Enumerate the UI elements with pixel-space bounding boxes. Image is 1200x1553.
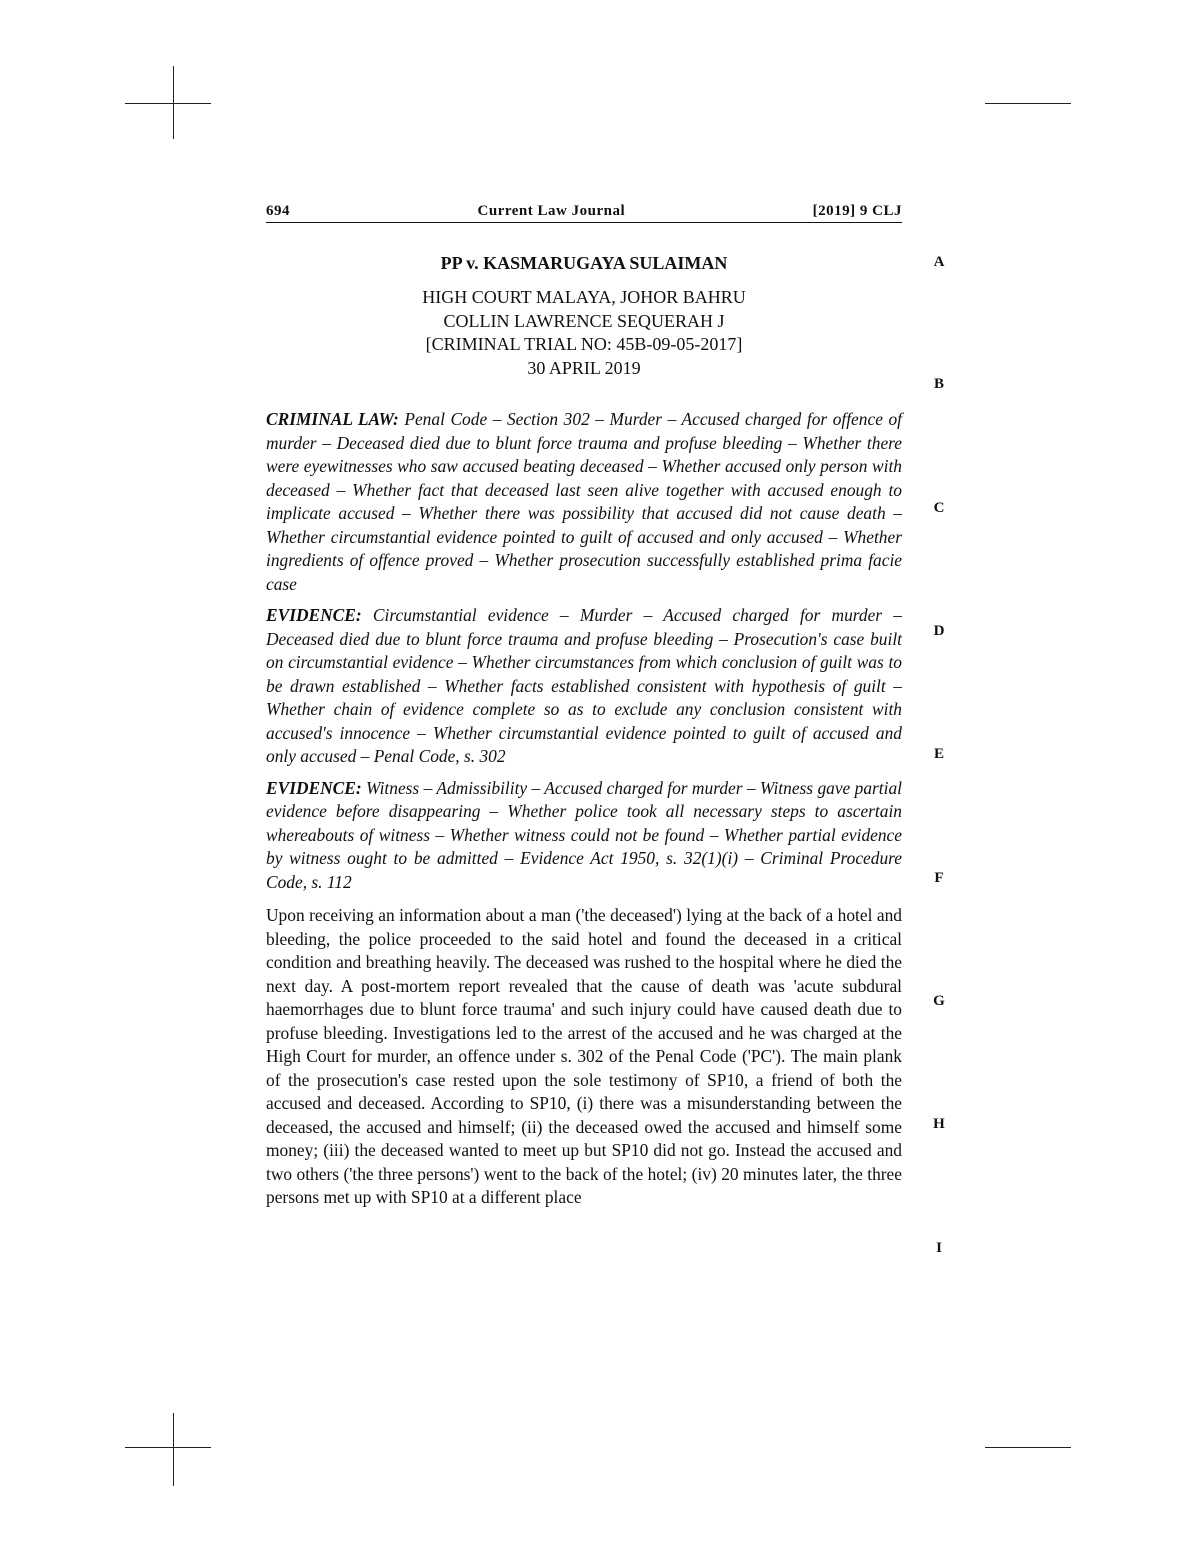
margin-letter: A [933,254,945,270]
catchword-text: Witness – Admissibility – Accused charged for murder – Witness gave partial evidence before disappearing – Whether police took all necessary steps to ascertain whereabouts of witness – Whether witness could not be found – Whether partial evidence by witness ought to be admitted – Evidence Act 1950, s. 32(1)(i) – Criminal Procedure Code, s. 112 [266,777,902,892]
margin-letter: H [933,1116,945,1132]
catchword-text: Penal Code – Section 302 – Murder – Accused charged for offence of murder – Deceased died due to blunt force trauma and profuse bleeding – Whether there were eyewitnesses who saw accused beating deceased – Whether accused only person with deceased – Whether fact that deceased last seen alive together with accused enough to implicate accused – Whether there was possibility that accused did not cause death – Whether circumstantial evidence pointed to guilt of accused and only accused – Whether ingredients of offence proved – Whether prosecution successfully established prima facie case [266,409,902,594]
margin-letter: F [934,870,944,886]
margin-letter: I [936,1240,942,1256]
court-block [266,286,902,380]
crop-mark-top-right-horizontal [985,103,1071,104]
crop-mark-bottom-right-horizontal [985,1447,1071,1448]
crop-mark-bottom-left-horizontal [125,1447,211,1448]
margin-letter: E [933,746,944,762]
catchword-lead: EVIDENCE: [266,777,362,798]
margin-letter: G [933,993,945,1009]
catchword-paragraph [266,604,902,769]
catchword-lead: EVIDENCE: [266,605,362,625]
crop-mark-top-left-horizontal [125,103,211,104]
catchword-text: Circumstantial evidence – Murder – Accused charged for murder – Deceased died due to blunt force trauma and profuse bleeding – Prosecution's case built on circumstantial evidence – Whether circumstances from which conclusion of guilt was to be drawn established – Whether facts established consistent with hypothesis of guilt – Whether chain of evidence complete so as to exclude any conclusion consistent with accused's innocence – Whether circumstantial evidence pointed to guilt of accused and only accused – Penal Code, s. 302 [266,605,902,766]
case-number: [CRIMINAL TRIAL NO: 45B-09-05-2017] [425,334,743,354]
document-page [266,200,902,1210]
margin-letter: B [933,376,944,392]
judge-name: COLLIN LAWRENCE SEQUERAH J [443,310,725,331]
page-number: 694 [266,203,290,219]
court-name: HIGH COURT MALAYA, JOHOR BAHRU [422,287,746,307]
citation: [2019] 9 CLJ [812,203,902,219]
catchword-paragraph [266,408,902,596]
catchword-lead: CRIMINAL LAW: [266,409,399,429]
judgment-date: 30 APRIL 2019 [527,357,641,378]
crop-mark-bottom-left-vertical [173,1413,174,1486]
case-title: PP v. KASMARUGAYA SULAIMAN [440,253,728,273]
margin-letter: D [933,623,945,639]
catchword-paragraph [266,777,902,895]
headnote-paragraph: Upon receiving an information about a man ('the deceased') lying at the back of a hotel and bleeding, the police proceeded to the said hotel and found the deceased in a critical condition and breathing heavily. The deceased was rushed to the hospital where he died the next day. A post-mortem report revealed that the cause of death was 'acute subdural haemorrhages due to blunt force trauma' and such injury could have caused death due to profuse bleeding. Investigations led to the arrest of the accused and he was charged at the High Court for murder, an offence under s. 302 of the Penal Code ('PC'). The main plank of the prosecution's case rested upon the sole testimony of SP10, a friend of both the accused and deceased. According to SP10, (i) there was a misunderstanding between the deceased, the accused and himself; (ii) the deceased owed the accused and himself some money; (iii) the deceased wanted to meet up but SP10 did not go. Instead the accused and two others ('the three persons') went to the back of the hotel; (iv) 20 minutes later, the three persons met up with SP10 at a different place [266,905,902,1207]
running-head [266,200,902,223]
margin-letter: C [933,500,945,516]
journal-title: Current Law Journal [477,203,626,219]
